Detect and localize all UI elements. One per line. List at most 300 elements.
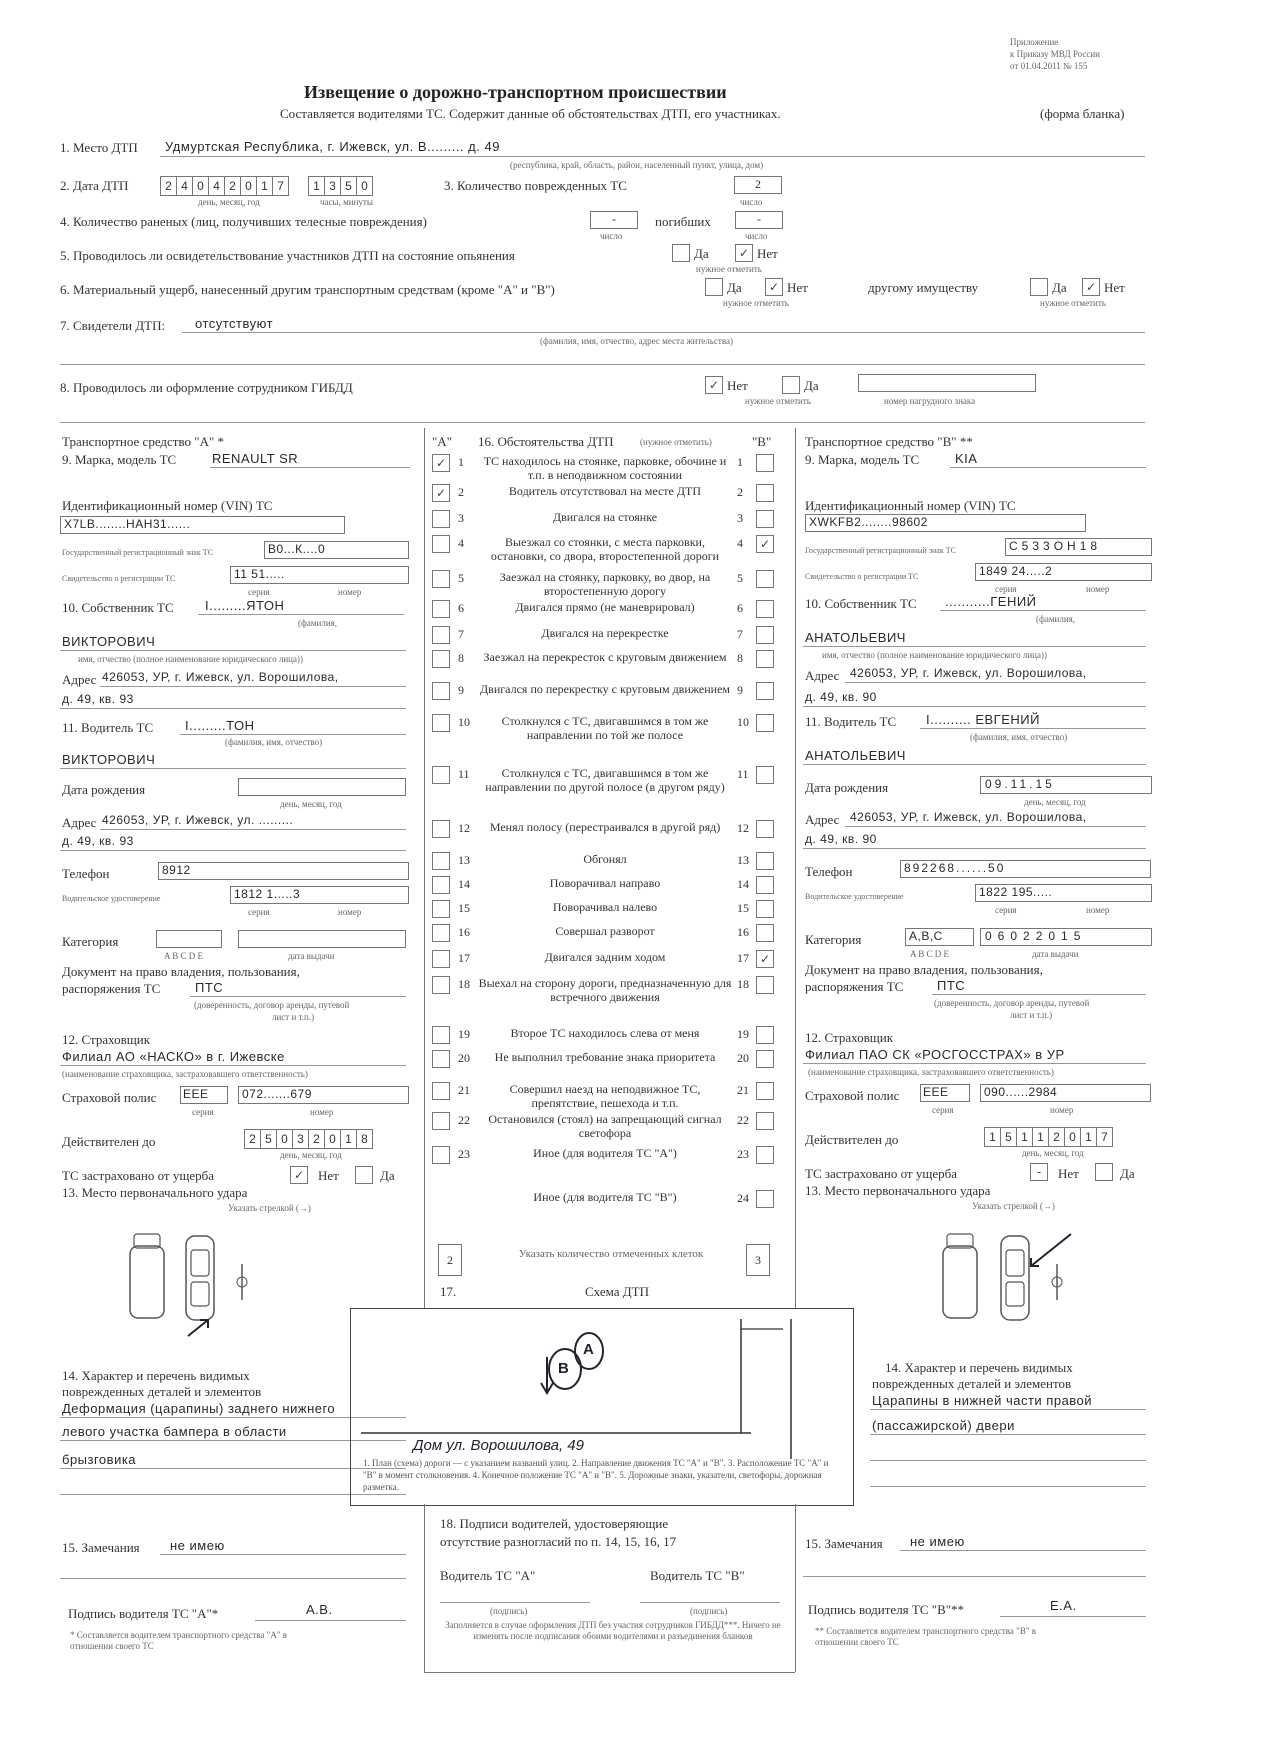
damage-property-no-checkbox[interactable]: ✓ <box>1082 278 1100 296</box>
date-digit-cell[interactable]: 7 <box>272 176 289 196</box>
circ-number-a: 7 <box>458 627 464 641</box>
vehicle-b-doc-underline <box>932 994 1146 995</box>
time-digit-cell[interactable]: 3 <box>324 176 341 196</box>
circ-a-checkbox[interactable] <box>432 820 450 838</box>
vehicle-b-vin[interactable]: XWKFB2........98602 <box>805 514 1086 532</box>
vehicle-a-label: А <box>583 1341 594 1358</box>
vehicle-a-doc-label2: распоряжения ТС <box>62 981 161 996</box>
circ-b-checkbox[interactable] <box>756 600 774 618</box>
schema-number: 17. <box>440 1284 457 1299</box>
circ-b-checkbox[interactable] <box>756 650 774 668</box>
circ-number-a: 22 <box>458 1113 470 1127</box>
vehicle-a-addr2[interactable]: д. 49, кв. 93 <box>62 692 134 706</box>
vehicle-b-policy-number: номер <box>1050 1105 1074 1115</box>
sign18-note: Заполняется в случае оформления ДТП без участия сотрудников ГИБДД***. Ничего не изменять после подписания обоими водителями и разъединения бланков <box>445 1620 781 1641</box>
vehicle-b-cert[interactable]: 1849 24.....2 <box>975 563 1152 581</box>
vehicle-a-valid-cells[interactable] <box>244 1129 372 1147</box>
valid-digit-cell[interactable]: 5 <box>260 1129 277 1149</box>
circ-number-b: 9 <box>737 683 743 697</box>
circ-a-checkbox[interactable] <box>432 924 450 942</box>
circ-a-checkbox[interactable] <box>432 535 450 553</box>
circ-b-checkbox[interactable] <box>756 626 774 644</box>
police-yes-checkbox[interactable] <box>782 376 800 394</box>
circ-a-checkbox[interactable] <box>432 1112 450 1130</box>
circ-number-a: 23 <box>458 1147 470 1161</box>
vehicle-b-license-number: номер <box>1086 905 1110 915</box>
police-hint: нужное отметить <box>745 396 811 406</box>
injured-label: 4. Количество раненых (лиц, получивших телесные повреждения) <box>60 214 427 229</box>
vehicle-b-owner[interactable]: ...........ГЕНИЙ <box>945 594 1037 609</box>
circ-a-checkbox[interactable] <box>432 510 450 528</box>
circ-number-b: 24 <box>737 1191 749 1205</box>
circ-b-checkbox[interactable] <box>756 484 774 502</box>
vehicle-a-doc[interactable]: ПТС <box>195 980 224 995</box>
circ-b-checkbox[interactable] <box>756 900 774 918</box>
vehicle-b-damage-ins-yes-checkbox[interactable] <box>1095 1163 1113 1181</box>
circ-item-text: Столкнулся с ТС, двигавшимся в том же направлении по другой полосе (в другом ряду) <box>485 766 725 794</box>
sign18-line-a[interactable] <box>440 1602 590 1603</box>
vehicle-b-remarks[interactable]: не имею <box>910 1534 965 1549</box>
form-type: (форма бланка) <box>1040 106 1125 121</box>
date-digit-cell[interactable]: 1 <box>256 176 273 196</box>
vehicle-b-addr-label: Адрес <box>805 668 840 683</box>
vehicle-a-owner-underline <box>198 614 404 615</box>
vehicle-a-damage-line[interactable]: левого участка бампера в области <box>62 1424 287 1439</box>
date-digit-cell[interactable]: 4 <box>176 176 193 196</box>
circ-col-b: "В" <box>752 434 772 449</box>
vehicle-a-ins-hint: (наименование страховщика, застраховавшего ответственность) <box>62 1069 308 1079</box>
circ-number-a: 13 <box>458 853 470 867</box>
vehicle-b-cat-hint: A B C D E <box>910 949 950 959</box>
accident-sketch[interactable] <box>350 1308 854 1506</box>
vehicle-b-signature[interactable]: Е.А. <box>1050 1598 1077 1613</box>
alcohol-no-checkbox[interactable]: ✓ <box>735 244 753 262</box>
car-icon <box>130 1234 164 1318</box>
vehicle-b-cert-serial: серия <box>995 584 1017 594</box>
vehicle-a-phone-label: Телефон <box>62 866 110 881</box>
circ-a-checkbox[interactable] <box>432 600 450 618</box>
bicycle-icon <box>237 1264 247 1300</box>
circ-number-a: 4 <box>458 536 464 550</box>
vehicle-a-addr3[interactable]: 426053, УР, г. Ижевск, ул. ......... <box>102 813 294 827</box>
vehicle-a-policy-label: Страховой полис <box>62 1090 157 1105</box>
circ-b-checkbox[interactable] <box>756 1026 774 1044</box>
vehicle-a-addr[interactable]: 426053, УР, г. Ижевск, ул. Ворошилова, <box>102 670 339 684</box>
circ-count-label: Указать количество отмеченных клеток <box>518 1248 704 1260</box>
police-yes-label: Да <box>804 378 819 393</box>
valid-digit-cell[interactable]: 0 <box>324 1129 341 1149</box>
circ-number-b: 17 <box>737 951 749 965</box>
column-divider-right <box>795 428 796 1308</box>
vehicle-b-driver-name[interactable]: АНАТОЛЬЕВИЧ <box>805 748 906 763</box>
vehicle-b-damage-line[interactable]: Царапины в нижней части правой <box>872 1393 1093 1408</box>
vehicle-b-damage-ins-no-checkbox[interactable]: - <box>1030 1163 1048 1181</box>
vehicle-a-footnote: * Составляется водителем транспортного средства "А" в отношении своего ТС <box>70 1630 287 1651</box>
vehicle-a-model[interactable]: RENAULT SR <box>212 451 299 466</box>
place-value[interactable]: Удмуртская Республика, г. Ижевск, ул. В......... д. 49 <box>165 139 500 154</box>
circ-b-checkbox[interactable] <box>756 924 774 942</box>
valid-digit-cell[interactable]: 2 <box>308 1129 325 1149</box>
date-cells[interactable] <box>160 176 288 194</box>
vehicle-b-doc-hint2: лист и т.п.) <box>1010 1010 1053 1020</box>
circ-b-checkbox[interactable] <box>756 766 774 784</box>
vehicle-a-doc-hint2: лист и т.п.) <box>272 1012 315 1022</box>
injured-box[interactable]: - <box>590 211 638 229</box>
circ-number-a: 15 <box>458 901 470 915</box>
circ-b-checkbox[interactable] <box>756 1050 774 1068</box>
circ-number-a: 6 <box>458 601 464 615</box>
date-digit-cell[interactable]: 2 <box>160 176 177 196</box>
circ-count-a[interactable]: 2 <box>438 1244 462 1276</box>
circ-a-checkbox[interactable] <box>432 682 450 700</box>
circ-a-checkbox[interactable] <box>432 1050 450 1068</box>
circ-number-b: 4 <box>737 536 743 550</box>
sign18-line-b[interactable] <box>640 1602 780 1603</box>
vehicle-b-dob[interactable]: 09.11.15 <box>980 776 1152 794</box>
date-digit-cell[interactable]: 2 <box>224 176 241 196</box>
vehicle-a-remarks[interactable]: не имею <box>170 1538 225 1553</box>
column-divider-left <box>424 428 425 1308</box>
sign18-label2: отсутствие разногласий по п. 14, 15, 16, 17 <box>440 1534 677 1549</box>
vehicle-a-model-underline <box>210 467 410 468</box>
circ-a-checkbox[interactable] <box>432 876 450 894</box>
circ-b-checkbox[interactable] <box>756 876 774 894</box>
time-cells[interactable] <box>308 176 372 194</box>
valid-digit-cell[interactable]: 0 <box>276 1129 293 1149</box>
vehicle-a-driver-label: 11. Водитель ТС <box>62 720 154 735</box>
vehicle-b-ins-hint: (наименование страховщика, застраховавшего ответственность) <box>808 1067 1054 1077</box>
vehicle-a-policy[interactable]: 072.......679 <box>238 1086 409 1104</box>
circ-number-b: 20 <box>737 1051 749 1065</box>
appendix-line: к Приказу МВД России <box>1010 49 1100 59</box>
circ-a-checkbox[interactable] <box>432 900 450 918</box>
circ-a-checkbox[interactable]: ✓ <box>432 484 450 502</box>
valid-digit-cell[interactable]: 5 <box>1000 1127 1017 1147</box>
vehicle-b-footnote: ** Составляется водителем транспортного средства "В" в отношении своего ТС <box>815 1626 1036 1647</box>
circ-a-checkbox[interactable] <box>432 852 450 870</box>
alcohol-no-label: Нет <box>757 246 778 261</box>
appendix-line: от 01.04.2011 № 155 <box>1010 61 1088 71</box>
circ-item-text: Обгонял <box>583 852 627 866</box>
circ-b-checkbox[interactable] <box>756 1112 774 1130</box>
damage-property-yes-checkbox[interactable] <box>1030 278 1048 296</box>
vehicle-b-remarks-underline <box>803 1576 1146 1577</box>
vehicle-b-owner2-underline <box>803 646 1146 647</box>
sign-box-right <box>795 1504 796 1672</box>
witnesses-value[interactable]: отсутствуют <box>195 316 274 331</box>
vehicle-a-damage-ins-yes-checkbox[interactable] <box>355 1166 373 1184</box>
vehicle-b-impact-hint: Указать стрелкой (→) <box>972 1201 1055 1211</box>
circ-number-b: 19 <box>737 1027 749 1041</box>
circ-item-text: Выехал на сторону дороги, предназначенную для встречного движения <box>478 976 732 1004</box>
circ-b-checkbox[interactable] <box>756 852 774 870</box>
circ-item-text: Столкнулся с ТС, двигавшимся в том же направлении по той же полосе <box>501 714 709 742</box>
circ-a-checkbox[interactable]: ✓ <box>432 454 450 472</box>
damage-vehicles-yes-checkbox[interactable] <box>705 278 723 296</box>
circ-number-b: 10 <box>737 715 749 729</box>
circ-b-checkbox[interactable] <box>756 976 774 994</box>
vehicle-b-addr[interactable]: 426053, УР, г. Ижевск, ул. Ворошилова, <box>850 666 1087 680</box>
vehicle-b-addr4[interactable]: д. 49, кв. 90 <box>805 832 877 846</box>
circ-b-checkbox[interactable] <box>756 570 774 588</box>
time-digit-cell[interactable]: 5 <box>340 176 357 196</box>
damage-property-hint: нужное отметить <box>1040 298 1106 308</box>
place-hint: (республика, край, область, район, населенный пункт, улица, дом) <box>510 160 764 170</box>
vehicle-a-addr4[interactable]: д. 49, кв. 93 <box>62 834 134 848</box>
circ-a-checkbox[interactable] <box>432 626 450 644</box>
vehicle-b-label: В <box>558 1360 569 1377</box>
circ-count-b[interactable]: 3 <box>746 1244 770 1276</box>
circ-number-b: 7 <box>737 627 743 641</box>
sign18-driver-b: Водитель ТС "В" <box>650 1568 745 1583</box>
vehicle-a-valid-hint: день, месяц, год <box>280 1150 342 1160</box>
time-digit-cell[interactable]: 1 <box>308 176 325 196</box>
vehicle-b-damage-ins-label: ТС застраховано от ущерба <box>805 1166 958 1181</box>
vehicle-a-owner-name[interactable]: ВИКТОРОВИЧ <box>62 634 156 649</box>
vehicles-count-hint: число <box>740 197 763 207</box>
vehicle-a-damage-label2: поврежденных деталей и элементов <box>62 1384 262 1399</box>
circ-b-checkbox[interactable] <box>756 714 774 732</box>
circ-item-text: Менял полосу (перестраивался в другой ряд) <box>489 820 721 834</box>
vehicle-b-addr2[interactable]: д. 49, кв. 90 <box>805 690 877 704</box>
circ-item-text: Второе ТС находилось слева от меня <box>510 1026 700 1040</box>
valid-digit-cell[interactable]: 8 <box>356 1129 373 1149</box>
vehicle-b-addr4-underline <box>803 848 1146 849</box>
vehicle-a-owner[interactable]: I.........ЯТОН <box>205 598 285 613</box>
vehicle-b-addr3[interactable]: 426053, УР, г. Ижевск, ул. Ворошилова, <box>850 810 1087 824</box>
valid-digit-cell[interactable]: 3 <box>292 1129 309 1149</box>
vehicle-a-driver[interactable]: I.........ТОН <box>185 718 255 733</box>
vehicle-a-damage-ins-label: ТС застраховано от ущерба <box>62 1168 215 1183</box>
vehicle-a-insurer[interactable]: Филиал АО «НАСКО» в г. Ижевске <box>62 1049 285 1064</box>
vehicle-b-cat-date[interactable]: 06022015 <box>980 928 1152 946</box>
vehicle-a-damage-line[interactable]: Деформация (царапины) заднего нижнего <box>62 1401 336 1416</box>
vehicle-a-doc-underline <box>190 996 406 997</box>
vehicle-b-addr3-underline <box>845 826 1146 827</box>
circ-a-checkbox[interactable] <box>432 1082 450 1100</box>
vehicle-b-damage-underline <box>870 1460 1146 1461</box>
vehicles-count-box[interactable]: 2 <box>734 176 782 194</box>
schema-title: Схема ДТП <box>585 1284 649 1299</box>
vehicle-b-owner-name[interactable]: АНАТОЛЬЕВИЧ <box>805 630 906 645</box>
vehicle-b-phone[interactable]: 892268......50 <box>900 860 1151 878</box>
circ-item-text: ТС находилось на стоянке, парковке, обочине и т.п. в неподвижном состоянии <box>483 454 727 482</box>
vehicle-b-doc-label2: распоряжения ТС <box>805 979 904 994</box>
circ-a-checkbox[interactable] <box>432 714 450 732</box>
witnesses-label: 7. Свидетели ДТП: <box>60 318 166 333</box>
circ-number-b: 23 <box>737 1147 749 1161</box>
circ-number-b: 22 <box>737 1113 749 1127</box>
vehicle-a-license-number: номер <box>338 907 362 917</box>
circ-number-b: 6 <box>737 601 743 615</box>
valid-digit-cell[interactable]: 2 <box>244 1129 261 1149</box>
circ-number-a: 20 <box>458 1051 470 1065</box>
circ-number-a: 9 <box>458 683 464 697</box>
damage-vehicles-hint: нужное отметить <box>723 298 789 308</box>
vehicle-b-owner-hint: (фамилия, <box>1036 614 1076 624</box>
vehicle-a-impact-diagram[interactable] <box>120 1230 270 1340</box>
vehicle-a-owner2-underline <box>60 650 406 651</box>
valid-digit-cell[interactable]: 1 <box>984 1127 1001 1147</box>
circ-a-checkbox[interactable] <box>432 766 450 784</box>
vehicle-b-addr3-label: Адрес <box>805 812 840 827</box>
circ-a-checkbox[interactable] <box>432 570 450 588</box>
vehicle-a-phone[interactable]: 8912 <box>158 862 409 880</box>
vehicle-a-impact-label: 13. Место первоначального удара <box>62 1185 248 1200</box>
place-underline <box>160 156 1145 157</box>
valid-digit-cell[interactable]: 1 <box>1080 1127 1097 1147</box>
circ-b-checkbox[interactable] <box>756 454 774 472</box>
page-title: Извещение о дорожно-транспортном происшествии <box>304 82 727 102</box>
vehicle-b-phone-label: Телефон <box>805 864 853 879</box>
alcohol-hint: нужное отметить <box>696 264 762 274</box>
vehicle-a-signature[interactable]: А.В. <box>306 1602 333 1617</box>
damage-vehicles-no-checkbox[interactable]: ✓ <box>765 278 783 296</box>
vehicle-b-damage-label2: поврежденных деталей и элементов <box>872 1376 1072 1391</box>
vehicle-b-policy[interactable]: 090......2984 <box>980 1084 1151 1102</box>
vehicle-a-remarks-underline <box>60 1578 406 1579</box>
date-digit-cell[interactable]: 0 <box>240 176 257 196</box>
valid-digit-cell[interactable]: 1 <box>1032 1127 1049 1147</box>
vehicle-b-doc-label: Документ на право владения, пользования, <box>805 962 1043 977</box>
vehicle-a-damage-ins-no-checkbox[interactable]: ✓ <box>290 1166 308 1184</box>
vehicle-a-damage-line[interactable]: брызговика <box>62 1452 137 1467</box>
circ-b-checkbox[interactable] <box>756 510 774 528</box>
circ-b-checkbox[interactable] <box>756 1146 774 1164</box>
circ-number-a: 19 <box>458 1027 470 1041</box>
circ-number-b: 3 <box>737 511 743 525</box>
circ-a-checkbox[interactable] <box>432 976 450 994</box>
circ-a-checkbox[interactable] <box>432 1146 450 1164</box>
vehicle-a-cert-serial: серия <box>248 587 270 597</box>
valid-digit-cell[interactable]: 7 <box>1096 1127 1113 1147</box>
circ-item-text: Двигался по перекрестку с круговым движением <box>479 682 730 696</box>
vehicle-b-owner-underline <box>940 610 1146 611</box>
vehicle-a-cat[interactable] <box>156 930 222 948</box>
valid-digit-cell[interactable]: 1 <box>340 1129 357 1149</box>
vehicle-b-impact-label: 13. Место первоначального удара <box>805 1183 991 1198</box>
vehicle-b-sign-underline <box>1000 1616 1146 1617</box>
date-digit-cell[interactable]: 4 <box>208 176 225 196</box>
injured-hint: число <box>600 231 623 241</box>
vehicle-a-model-label: 9. Марка, модель ТС <box>62 452 177 467</box>
valid-digit-cell[interactable]: 0 <box>1064 1127 1081 1147</box>
circ-b-checkbox[interactable]: ✓ <box>756 535 774 553</box>
circ-a-checkbox[interactable] <box>432 950 450 968</box>
vehicle-a-addr2-underline <box>60 708 406 709</box>
circ-number-a: 1 <box>458 455 464 469</box>
vehicle-b-cert-label: Свидетельство о регистрации ТС <box>805 572 919 581</box>
car-icon <box>1001 1236 1029 1320</box>
vehicle-a-sign-label: Подпись водителя ТС "А"* <box>68 1606 219 1621</box>
vehicle-a-insurer-underline <box>60 1065 406 1066</box>
vehicle-b-damage-underline <box>870 1409 1146 1410</box>
circ-number-a: 5 <box>458 571 464 585</box>
date-hint: день, месяц, год <box>198 197 260 207</box>
vehicle-b-driver[interactable]: I.......... ЕВГЕНИЙ <box>926 712 1040 727</box>
vehicle-b-license[interactable]: 1822 195..... <box>975 884 1152 902</box>
vehicle-a-policy-series[interactable]: ЕЕЕ <box>180 1086 228 1104</box>
appendix-note <box>1010 36 1100 72</box>
vehicle-b-reg[interactable]: С533ОН18 <box>1005 538 1152 556</box>
schema-legend: 1. План (схема) дороги — с указанием названий улиц. 2. Направление движения ТС "А" и "В". 3. Расположение ТС "А" и "В" в момент столкновения. 4. Конечное положение ТС "А" и "В". 5. Дорожные знаки, указатели, светофоры, дорожная разметка. <box>363 1458 829 1492</box>
vehicle-a-license-label: Водительское удостоверение <box>62 894 161 903</box>
circ-number-a: 21 <box>458 1083 470 1097</box>
circ-b-checkbox[interactable] <box>756 1190 774 1208</box>
circ-b-checkbox[interactable] <box>756 1082 774 1100</box>
vehicle-a-driver-underline <box>180 734 406 735</box>
vehicle-b-model-underline <box>950 467 1146 468</box>
sign18-label: 18. Подписи водителей, удостоверяющие <box>440 1516 669 1531</box>
dead-box[interactable]: - <box>735 211 783 229</box>
vehicle-b-doc[interactable]: ПТС <box>937 978 966 993</box>
badge-number-box[interactable] <box>858 374 1036 392</box>
date-digit-cell[interactable]: 0 <box>192 176 209 196</box>
vehicle-a-addr-underline <box>100 686 406 687</box>
vehicle-b-policy-series[interactable]: ЕЕЕ <box>920 1084 970 1102</box>
vehicle-b-cat[interactable]: A,B,C <box>905 928 974 946</box>
valid-digit-cell[interactable]: 1 <box>1016 1127 1033 1147</box>
alcohol-yes-checkbox[interactable] <box>672 244 690 262</box>
appendix-line: Приложение <box>1010 37 1059 47</box>
circ-item-text: Заезжал на перекресток с круговым движением <box>483 650 727 664</box>
circ-b-checkbox[interactable] <box>756 682 774 700</box>
vehicle-a-driver-name[interactable]: ВИКТОРОВИЧ <box>62 752 156 767</box>
circ-b-checkbox[interactable] <box>756 820 774 838</box>
circ-number-a: 8 <box>458 651 464 665</box>
vehicle-b-valid-cells[interactable] <box>984 1127 1112 1145</box>
car-icon <box>943 1234 977 1318</box>
circ-item-text: Водитель отсутствовал на месте ДТП <box>508 484 702 498</box>
sign18-driver-a: Водитель ТС "А" <box>440 1568 536 1583</box>
vehicle-a-dob[interactable] <box>238 778 406 796</box>
vehicle-a-license[interactable]: 1812 1.....3 <box>230 886 409 904</box>
circ-number-a: 16 <box>458 925 470 939</box>
vehicle-b-insurer[interactable]: Филиал ПАО СК «РОСГОССТРАХ» в УР <box>805 1047 1065 1062</box>
vehicle-b-impact-diagram[interactable] <box>935 1230 1085 1340</box>
circ-a-checkbox[interactable] <box>432 650 450 668</box>
time-digit-cell[interactable]: 0 <box>356 176 373 196</box>
vehicle-a-cat-hint: A B C D E <box>164 951 204 961</box>
car-icon <box>186 1236 214 1320</box>
vehicle-b-doc-hint: (доверенность, договор аренды, путевой <box>934 998 1090 1008</box>
material-damage-label: 6. Материальный ущерб, нанесенный другим транспортным средствам (кроме "А" и "В") <box>60 282 555 297</box>
alcohol-yes-label: Да <box>694 246 709 261</box>
vehicle-a-reg[interactable]: В0...К....0 <box>264 541 409 559</box>
vehicle-a-vin[interactable]: X7LB........HAH31...... <box>60 516 345 534</box>
vehicle-a-owner-hint: (фамилия, <box>298 618 338 628</box>
vehicle-a-remarks-underline <box>160 1554 406 1555</box>
valid-digit-cell[interactable]: 2 <box>1048 1127 1065 1147</box>
vehicle-a-cat-date[interactable] <box>238 930 406 948</box>
circ-b-checkbox[interactable]: ✓ <box>756 950 774 968</box>
circ-number-b: 13 <box>737 853 749 867</box>
circ-a-checkbox[interactable] <box>432 1026 450 1044</box>
vehicle-b-remarks-underline <box>900 1550 1146 1551</box>
vehicle-b-damage-line[interactable]: (пассажирской) двери <box>872 1418 1015 1433</box>
vehicle-b-cert-number: номер <box>1086 584 1110 594</box>
vehicle-b-model-label: 9. Марка, модель ТС <box>805 452 920 467</box>
vehicle-a-sign-underline <box>255 1620 406 1621</box>
vehicle-b-model[interactable]: KIA <box>955 451 978 466</box>
circ-item-text: Поворачивал налево <box>552 900 658 914</box>
vehicle-a-owner-label: 10. Собственник ТС <box>62 600 174 615</box>
police-no-checkbox[interactable]: ✓ <box>705 376 723 394</box>
vehicle-a-cert[interactable]: 11 51..... <box>230 566 409 584</box>
vehicle-b-license-label: Водительское удостоверение <box>805 892 904 901</box>
dead-hint: число <box>745 231 768 241</box>
dead-label: погибших <box>655 214 711 229</box>
